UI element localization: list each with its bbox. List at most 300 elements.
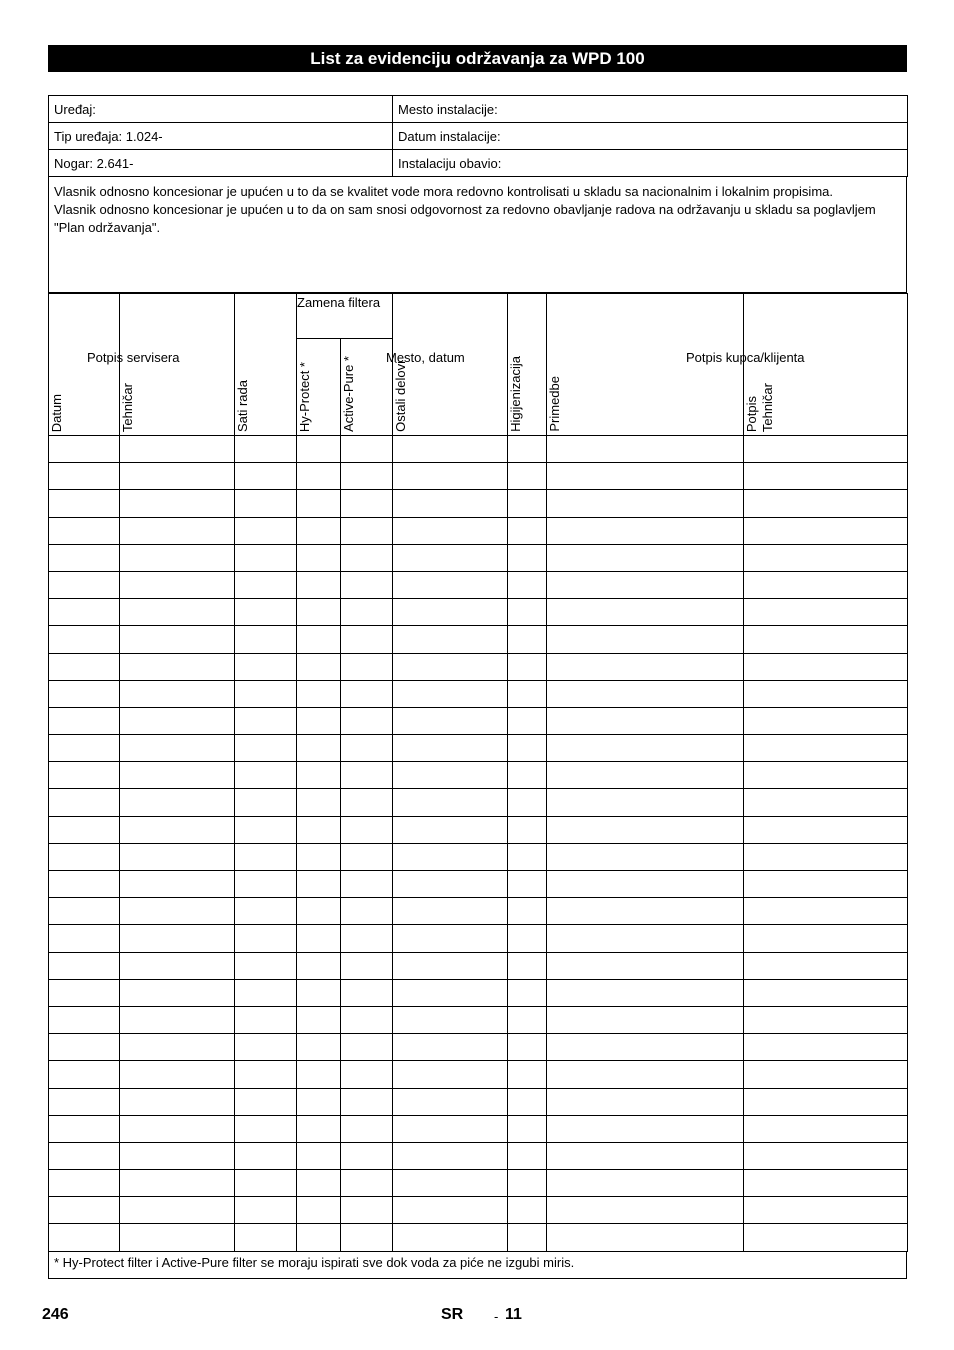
log-cell[interactable] bbox=[341, 490, 393, 517]
log-cell[interactable] bbox=[235, 1006, 297, 1033]
log-cell[interactable] bbox=[297, 871, 341, 898]
log-cell[interactable] bbox=[547, 707, 744, 734]
log-cell[interactable] bbox=[393, 1224, 508, 1251]
log-cell[interactable] bbox=[341, 680, 393, 707]
table-row bbox=[49, 1224, 908, 1251]
log-cell[interactable] bbox=[235, 544, 297, 571]
log-cell[interactable] bbox=[547, 1088, 744, 1115]
log-cell[interactable] bbox=[297, 707, 341, 734]
log-cell[interactable] bbox=[508, 898, 547, 925]
log-cell[interactable] bbox=[393, 436, 508, 463]
log-cell[interactable] bbox=[508, 952, 547, 979]
device-type-cell[interactable]: Tip uređaja: 1.024- bbox=[49, 123, 393, 150]
log-cell[interactable] bbox=[120, 1006, 235, 1033]
log-cell[interactable] bbox=[393, 1088, 508, 1115]
log-cell[interactable] bbox=[393, 599, 508, 626]
log-cell[interactable] bbox=[341, 925, 393, 952]
log-cell[interactable] bbox=[508, 653, 547, 680]
log-cell[interactable] bbox=[49, 1197, 120, 1224]
log-cell[interactable] bbox=[120, 871, 235, 898]
log-cell[interactable] bbox=[297, 653, 341, 680]
log-cell[interactable] bbox=[49, 1142, 120, 1169]
log-cell[interactable] bbox=[49, 1034, 120, 1061]
log-cell[interactable] bbox=[120, 544, 235, 571]
log-cell[interactable] bbox=[235, 952, 297, 979]
log-cell[interactable] bbox=[49, 680, 120, 707]
log-cell[interactable] bbox=[341, 789, 393, 816]
log-cell[interactable] bbox=[393, 680, 508, 707]
log-cell[interactable] bbox=[393, 571, 508, 598]
log-cell[interactable] bbox=[235, 680, 297, 707]
log-cell[interactable] bbox=[393, 1197, 508, 1224]
log-cell[interactable] bbox=[547, 898, 744, 925]
log-cell[interactable] bbox=[547, 925, 744, 952]
log-cell[interactable] bbox=[547, 626, 744, 653]
log-cell[interactable] bbox=[508, 436, 547, 463]
log-cell[interactable] bbox=[744, 1224, 908, 1251]
log-cell[interactable] bbox=[341, 1197, 393, 1224]
log-cell[interactable] bbox=[393, 1061, 508, 1088]
log-cell[interactable] bbox=[744, 544, 908, 571]
log-cell[interactable] bbox=[744, 1170, 908, 1197]
log-cell[interactable] bbox=[49, 843, 120, 870]
log-cell[interactable] bbox=[744, 735, 908, 762]
log-cell[interactable] bbox=[744, 952, 908, 979]
log-cell[interactable] bbox=[49, 653, 120, 680]
log-cell[interactable] bbox=[508, 1224, 547, 1251]
installed-by-cell[interactable]: Instalaciju obavio: bbox=[393, 150, 908, 177]
log-cell[interactable] bbox=[235, 979, 297, 1006]
log-cell[interactable] bbox=[341, 843, 393, 870]
log-cell[interactable] bbox=[547, 871, 744, 898]
log-cell[interactable] bbox=[508, 1088, 547, 1115]
log-cell[interactable] bbox=[547, 789, 744, 816]
log-cell[interactable] bbox=[341, 436, 393, 463]
log-cell[interactable] bbox=[744, 1115, 908, 1142]
log-cell[interactable] bbox=[297, 1006, 341, 1033]
log-cell[interactable] bbox=[341, 898, 393, 925]
log-cell[interactable] bbox=[297, 599, 341, 626]
log-cell[interactable] bbox=[120, 463, 235, 490]
log-cell[interactable] bbox=[297, 789, 341, 816]
log-cell[interactable] bbox=[508, 789, 547, 816]
log-cell[interactable] bbox=[235, 1170, 297, 1197]
table-row bbox=[49, 952, 908, 979]
log-cell[interactable] bbox=[341, 1142, 393, 1169]
log-cell[interactable] bbox=[744, 1197, 908, 1224]
log-cell[interactable] bbox=[393, 789, 508, 816]
log-cell[interactable] bbox=[297, 843, 341, 870]
log-cell[interactable] bbox=[297, 816, 341, 843]
stand-cell[interactable]: Nogar: 2.641- bbox=[49, 150, 393, 177]
log-cell[interactable] bbox=[393, 544, 508, 571]
log-cell[interactable] bbox=[547, 599, 744, 626]
language-code: SR bbox=[441, 1306, 464, 1323]
log-cell[interactable] bbox=[341, 599, 393, 626]
log-cell[interactable] bbox=[235, 871, 297, 898]
log-cell[interactable] bbox=[547, 762, 744, 789]
log-cell[interactable] bbox=[297, 979, 341, 1006]
log-cell[interactable] bbox=[393, 463, 508, 490]
log-cell[interactable] bbox=[341, 735, 393, 762]
log-cell[interactable] bbox=[341, 1088, 393, 1115]
log-cell[interactable] bbox=[341, 1170, 393, 1197]
log-cell[interactable] bbox=[508, 762, 547, 789]
log-cell[interactable] bbox=[297, 1142, 341, 1169]
log-cell[interactable] bbox=[508, 544, 547, 571]
log-cell[interactable] bbox=[49, 544, 120, 571]
log-cell[interactable] bbox=[235, 490, 297, 517]
log-cell[interactable] bbox=[393, 925, 508, 952]
log-cell[interactable] bbox=[508, 1142, 547, 1169]
log-cell[interactable] bbox=[744, 707, 908, 734]
log-cell[interactable] bbox=[393, 898, 508, 925]
log-cell[interactable] bbox=[235, 898, 297, 925]
log-cell[interactable] bbox=[744, 762, 908, 789]
log-cell[interactable] bbox=[235, 463, 297, 490]
table-row bbox=[49, 925, 908, 952]
log-cell[interactable] bbox=[744, 571, 908, 598]
log-cell[interactable] bbox=[120, 517, 235, 544]
log-cell[interactable] bbox=[49, 1006, 120, 1033]
log-cell[interactable] bbox=[49, 599, 120, 626]
log-cell[interactable] bbox=[235, 436, 297, 463]
col-hours: Sati rada bbox=[235, 294, 297, 436]
log-cell[interactable] bbox=[235, 599, 297, 626]
log-cell[interactable] bbox=[744, 1006, 908, 1033]
info-table bbox=[48, 95, 908, 177]
log-cell[interactable] bbox=[547, 1034, 744, 1061]
log-cell[interactable] bbox=[508, 571, 547, 598]
log-cell[interactable] bbox=[744, 871, 908, 898]
log-cell[interactable] bbox=[120, 762, 235, 789]
log-cell[interactable] bbox=[547, 571, 744, 598]
log-cell[interactable] bbox=[120, 952, 235, 979]
device-cell[interactable]: Uređaj: bbox=[49, 96, 393, 123]
log-cell[interactable] bbox=[297, 1115, 341, 1142]
log-cell[interactable] bbox=[235, 1224, 297, 1251]
log-cell[interactable] bbox=[547, 1224, 744, 1251]
log-cell[interactable] bbox=[297, 1197, 341, 1224]
place-date-label: Mesto, datum bbox=[386, 350, 465, 365]
log-cell[interactable] bbox=[508, 626, 547, 653]
log-cell[interactable] bbox=[49, 1170, 120, 1197]
table-row bbox=[49, 1170, 908, 1197]
log-cell[interactable] bbox=[120, 626, 235, 653]
log-cell[interactable] bbox=[744, 517, 908, 544]
log-cell[interactable] bbox=[341, 1061, 393, 1088]
log-cell[interactable] bbox=[744, 816, 908, 843]
log-cell[interactable] bbox=[508, 871, 547, 898]
log-cell[interactable] bbox=[341, 571, 393, 598]
log-cell[interactable] bbox=[120, 1197, 235, 1224]
log-cell[interactable] bbox=[744, 680, 908, 707]
log-cell[interactable] bbox=[547, 1197, 744, 1224]
log-cell[interactable] bbox=[49, 871, 120, 898]
log-cell[interactable] bbox=[508, 1197, 547, 1224]
log-cell[interactable] bbox=[120, 843, 235, 870]
log-cell[interactable] bbox=[235, 653, 297, 680]
log-cell[interactable] bbox=[393, 1006, 508, 1033]
log-cell[interactable] bbox=[393, 1034, 508, 1061]
log-cell[interactable] bbox=[508, 816, 547, 843]
log-cell[interactable] bbox=[393, 517, 508, 544]
table-row bbox=[49, 1197, 908, 1224]
log-cell[interactable] bbox=[341, 952, 393, 979]
log-cell[interactable] bbox=[393, 653, 508, 680]
log-cell[interactable] bbox=[744, 898, 908, 925]
log-cell[interactable] bbox=[744, 979, 908, 1006]
log-cell[interactable] bbox=[508, 707, 547, 734]
log-cell[interactable] bbox=[393, 1170, 508, 1197]
log-cell[interactable] bbox=[120, 490, 235, 517]
log-cell[interactable] bbox=[235, 1142, 297, 1169]
log-cell[interactable] bbox=[235, 789, 297, 816]
log-cell[interactable] bbox=[393, 843, 508, 870]
log-cell[interactable] bbox=[235, 707, 297, 734]
log-cell[interactable] bbox=[297, 626, 341, 653]
log-cell[interactable] bbox=[49, 789, 120, 816]
log-cell[interactable] bbox=[547, 680, 744, 707]
log-cell[interactable] bbox=[508, 517, 547, 544]
log-cell[interactable] bbox=[508, 680, 547, 707]
log-cell[interactable] bbox=[341, 979, 393, 1006]
log-cell[interactable] bbox=[120, 735, 235, 762]
log-cell[interactable] bbox=[297, 1088, 341, 1115]
log-cell[interactable] bbox=[297, 436, 341, 463]
log-cell[interactable] bbox=[235, 1034, 297, 1061]
log-cell[interactable] bbox=[235, 1061, 297, 1088]
log-cell[interactable] bbox=[297, 735, 341, 762]
log-cell[interactable] bbox=[49, 1088, 120, 1115]
log-cell[interactable] bbox=[393, 762, 508, 789]
log-cell[interactable] bbox=[341, 626, 393, 653]
log-cell[interactable] bbox=[235, 517, 297, 544]
log-cell[interactable] bbox=[547, 653, 744, 680]
log-cell[interactable] bbox=[341, 1034, 393, 1061]
log-cell[interactable] bbox=[393, 816, 508, 843]
log-cell[interactable] bbox=[297, 490, 341, 517]
log-cell[interactable] bbox=[393, 626, 508, 653]
table-row bbox=[49, 599, 908, 626]
log-cell[interactable] bbox=[341, 762, 393, 789]
log-cell[interactable] bbox=[744, 925, 908, 952]
log-cell[interactable] bbox=[235, 1088, 297, 1115]
log-cell[interactable] bbox=[49, 1115, 120, 1142]
log-cell[interactable] bbox=[120, 1034, 235, 1061]
log-cell[interactable] bbox=[49, 898, 120, 925]
log-cell[interactable] bbox=[547, 952, 744, 979]
log-cell[interactable] bbox=[297, 463, 341, 490]
log-cell[interactable] bbox=[508, 1006, 547, 1033]
log-cell[interactable] bbox=[508, 463, 547, 490]
log-cell[interactable] bbox=[547, 1170, 744, 1197]
log-cell[interactable] bbox=[341, 1115, 393, 1142]
log-cell[interactable] bbox=[744, 653, 908, 680]
log-cell[interactable] bbox=[297, 571, 341, 598]
log-cell[interactable] bbox=[235, 843, 297, 870]
log-cell[interactable] bbox=[341, 871, 393, 898]
table-row bbox=[49, 490, 908, 517]
log-cell[interactable] bbox=[49, 952, 120, 979]
table-row bbox=[49, 816, 908, 843]
log-cell[interactable] bbox=[508, 979, 547, 1006]
log-cell[interactable] bbox=[744, 436, 908, 463]
log-cell[interactable] bbox=[235, 1197, 297, 1224]
log-cell[interactable] bbox=[49, 571, 120, 598]
log-cell[interactable] bbox=[744, 1034, 908, 1061]
log-cell[interactable] bbox=[120, 680, 235, 707]
log-cell[interactable] bbox=[744, 463, 908, 490]
maintenance-form bbox=[48, 95, 907, 1279]
log-cell[interactable] bbox=[120, 571, 235, 598]
log-cell[interactable] bbox=[744, 1061, 908, 1088]
log-cell[interactable] bbox=[297, 1034, 341, 1061]
log-cell[interactable] bbox=[49, 979, 120, 1006]
log-cell[interactable] bbox=[744, 843, 908, 870]
table-row bbox=[49, 979, 908, 1006]
log-cell[interactable] bbox=[547, 816, 744, 843]
log-cell[interactable] bbox=[297, 925, 341, 952]
col-signature: Potpis Tehničar bbox=[744, 294, 908, 436]
log-cell[interactable] bbox=[393, 707, 508, 734]
log-cell[interactable] bbox=[235, 626, 297, 653]
log-cell[interactable] bbox=[120, 436, 235, 463]
log-cell[interactable] bbox=[393, 735, 508, 762]
log-cell[interactable] bbox=[547, 1142, 744, 1169]
table-row bbox=[49, 735, 908, 762]
log-cell[interactable] bbox=[49, 463, 120, 490]
log-cell[interactable] bbox=[341, 653, 393, 680]
log-cell[interactable] bbox=[508, 843, 547, 870]
log-cell[interactable] bbox=[120, 1088, 235, 1115]
log-cell[interactable] bbox=[49, 517, 120, 544]
log-cell[interactable] bbox=[49, 735, 120, 762]
log-cell[interactable] bbox=[235, 571, 297, 598]
log-cell[interactable] bbox=[393, 952, 508, 979]
log-cell[interactable] bbox=[508, 490, 547, 517]
log-cell[interactable] bbox=[744, 1088, 908, 1115]
col-hygiene: Higijenizacija bbox=[508, 294, 547, 436]
log-cell[interactable] bbox=[297, 898, 341, 925]
install-place-cell[interactable]: Mesto instalacije: bbox=[393, 96, 908, 123]
log-cell[interactable] bbox=[120, 1115, 235, 1142]
log-cell[interactable] bbox=[120, 1170, 235, 1197]
log-cell[interactable] bbox=[393, 871, 508, 898]
log-cell[interactable] bbox=[393, 1115, 508, 1142]
table-row bbox=[49, 680, 908, 707]
log-cell[interactable] bbox=[297, 1061, 341, 1088]
log-cell[interactable] bbox=[508, 1061, 547, 1088]
log-cell[interactable] bbox=[49, 816, 120, 843]
log-cell[interactable] bbox=[120, 789, 235, 816]
log-cell[interactable] bbox=[547, 843, 744, 870]
log-cell[interactable] bbox=[547, 1006, 744, 1033]
log-cell[interactable] bbox=[547, 463, 744, 490]
log-cell[interactable] bbox=[547, 1061, 744, 1088]
log-cell[interactable] bbox=[297, 1170, 341, 1197]
section-page: 11 bbox=[505, 1306, 522, 1323]
log-cell[interactable] bbox=[49, 925, 120, 952]
log-cell[interactable] bbox=[393, 1142, 508, 1169]
log-cell[interactable] bbox=[508, 1034, 547, 1061]
log-cell[interactable] bbox=[120, 1142, 235, 1169]
col-hy-protect: Hy-Protect * bbox=[297, 339, 341, 436]
log-cell[interactable] bbox=[49, 626, 120, 653]
log-cell[interactable] bbox=[120, 898, 235, 925]
log-cell[interactable] bbox=[297, 762, 341, 789]
log-cell[interactable] bbox=[235, 735, 297, 762]
log-cell[interactable] bbox=[341, 463, 393, 490]
log-cell[interactable] bbox=[547, 735, 744, 762]
log-cell[interactable] bbox=[341, 517, 393, 544]
log-cell[interactable] bbox=[297, 952, 341, 979]
log-cell[interactable] bbox=[547, 544, 744, 571]
log-cell[interactable] bbox=[49, 762, 120, 789]
log-cell[interactable] bbox=[341, 544, 393, 571]
log-cell[interactable] bbox=[508, 735, 547, 762]
log-cell[interactable] bbox=[120, 816, 235, 843]
log-cell[interactable] bbox=[547, 979, 744, 1006]
log-cell[interactable] bbox=[49, 436, 120, 463]
log-cell[interactable] bbox=[508, 925, 547, 952]
log-cell[interactable] bbox=[235, 816, 297, 843]
log-cell[interactable] bbox=[49, 1224, 120, 1251]
log-cell[interactable] bbox=[297, 517, 341, 544]
log-cell[interactable] bbox=[120, 925, 235, 952]
maintenance-log-table bbox=[48, 293, 908, 1252]
log-cell[interactable] bbox=[341, 707, 393, 734]
log-cell[interactable] bbox=[547, 517, 744, 544]
log-cell[interactable] bbox=[49, 490, 120, 517]
log-cell[interactable] bbox=[120, 599, 235, 626]
log-cell[interactable] bbox=[341, 1006, 393, 1033]
log-cell[interactable] bbox=[744, 1142, 908, 1169]
log-cell[interactable] bbox=[297, 1224, 341, 1251]
log-cell[interactable] bbox=[120, 653, 235, 680]
log-cell[interactable] bbox=[744, 490, 908, 517]
log-cell[interactable] bbox=[49, 1061, 120, 1088]
log-cell[interactable] bbox=[235, 762, 297, 789]
log-cell[interactable] bbox=[744, 626, 908, 653]
log-cell[interactable] bbox=[508, 599, 547, 626]
log-cell[interactable] bbox=[297, 680, 341, 707]
log-cell[interactable] bbox=[547, 436, 744, 463]
log-cell[interactable] bbox=[547, 1115, 744, 1142]
install-date-cell[interactable]: Datum instalacije: bbox=[393, 123, 908, 150]
log-cell[interactable] bbox=[393, 979, 508, 1006]
log-cell[interactable] bbox=[120, 1224, 235, 1251]
table-row bbox=[49, 1142, 908, 1169]
log-cell[interactable] bbox=[49, 707, 120, 734]
log-body bbox=[49, 436, 908, 1252]
log-cell[interactable] bbox=[341, 1224, 393, 1251]
log-cell[interactable] bbox=[744, 789, 908, 816]
log-cell[interactable] bbox=[297, 544, 341, 571]
log-cell[interactable] bbox=[393, 490, 508, 517]
log-cell[interactable] bbox=[120, 1061, 235, 1088]
log-cell[interactable] bbox=[120, 707, 235, 734]
log-cell[interactable] bbox=[508, 1170, 547, 1197]
log-cell[interactable] bbox=[744, 599, 908, 626]
log-cell[interactable] bbox=[235, 1115, 297, 1142]
table-row bbox=[49, 571, 908, 598]
log-cell[interactable] bbox=[547, 490, 744, 517]
log-cell[interactable] bbox=[235, 925, 297, 952]
log-cell[interactable] bbox=[120, 979, 235, 1006]
log-cell[interactable] bbox=[341, 816, 393, 843]
log-cell[interactable] bbox=[508, 1115, 547, 1142]
